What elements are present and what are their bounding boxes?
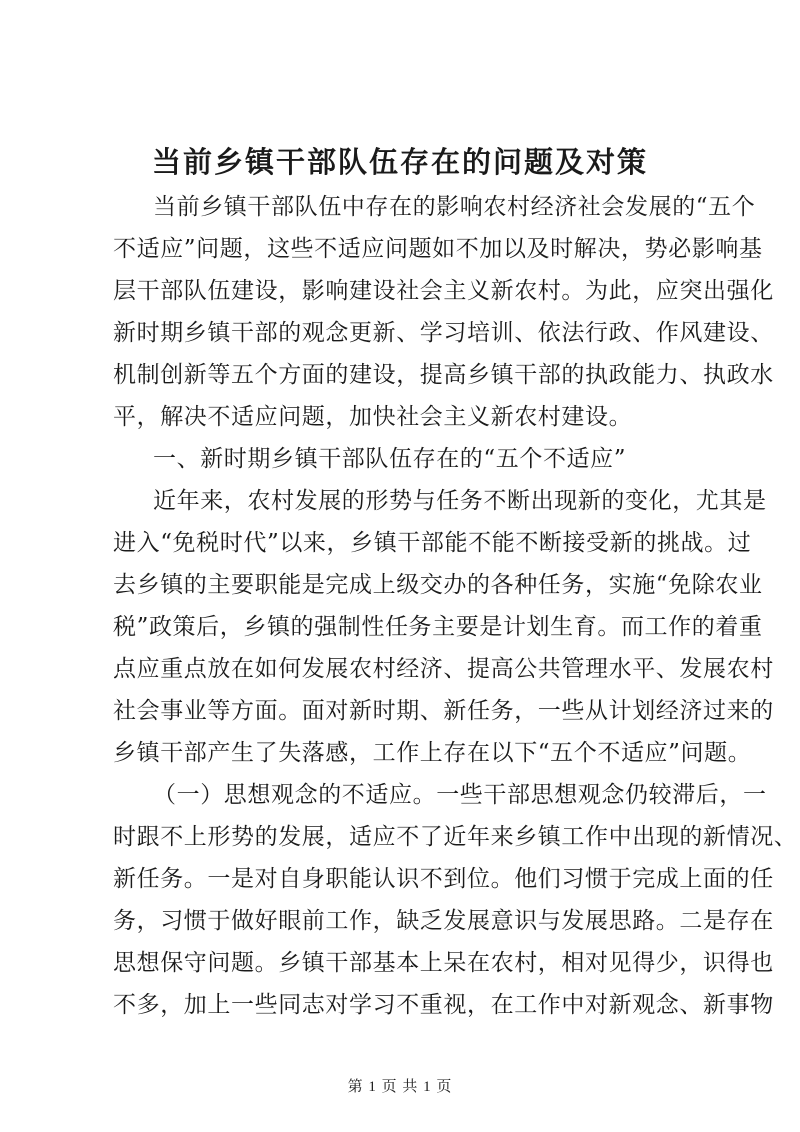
body-line: 不适应”问题，这些不适应问题如不加以及时解决，势必影响基 <box>113 236 763 262</box>
body-line: 新时期乡镇干部的观念更新、学习培训、依法行政、作风建设、 <box>113 320 774 346</box>
body-line: （一）思想观念的不适应。一些干部思想观念仍较滞后，一 <box>153 782 767 808</box>
body-line: 务，习惯于做好眼前工作，缺乏发展意识与发展思路。二是存在 <box>113 908 774 934</box>
body-line: 思想保守问题。乡镇干部基本上呆在农村，相对见得少，识得也 <box>113 950 774 976</box>
body-line: 平，解决不适应问题，加快社会主义新农村建设。 <box>113 404 633 430</box>
body-line: 近年来，农村发展的形势与任务不断出现新的变化，尤其是 <box>153 488 767 514</box>
body-line: 当前乡镇干部队伍中存在的影响农村经济社会发展的“五个 <box>153 194 756 220</box>
body-line: 机制创新等五个方面的建设，提高乡镇干部的执政能力、执政水 <box>113 362 774 388</box>
body-line: 层干部队伍建设，影响建设社会主义新农村。为此，应突出强化 <box>113 278 774 304</box>
page-footer: 第 1 页 共 1 页 <box>347 1079 453 1095</box>
document-title: 当前乡镇干部队伍存在的问题及对策 <box>151 145 648 179</box>
body-line: 乡镇干部产生了失落感，工作上存在以下“五个不适应”问题。 <box>113 740 752 766</box>
body-line: 税”政策后，乡镇的强制性任务主要是计划生育。而工作的着重 <box>113 614 763 640</box>
body-line: 去乡镇的主要职能是完成上级交办的各种任务，实施“免除农业 <box>113 572 763 598</box>
body-line: 进入“免税时代”以来，乡镇干部能不能不断接受新的挑战。过 <box>113 530 752 556</box>
section-heading: 一、新时期乡镇干部队伍存在的“五个不适应” <box>153 446 627 472</box>
body-line: 时跟不上形势的发展，适应不了近年来乡镇工作中出现的新情况、 <box>113 824 798 850</box>
body-line: 社会事业等方面。面对新时期、新任务，一些从计划经济过来的 <box>113 698 774 724</box>
body-line: 点应重点放在如何发展农村经济、提高公共管理水平、发展农村 <box>113 656 774 682</box>
body-line: 新任务。一是对自身职能认识不到位。他们习惯于完成上面的任 <box>113 866 774 892</box>
body-line: 不多，加上一些同志对学习不重视，在工作中对新观念、新事物 <box>113 992 774 1018</box>
